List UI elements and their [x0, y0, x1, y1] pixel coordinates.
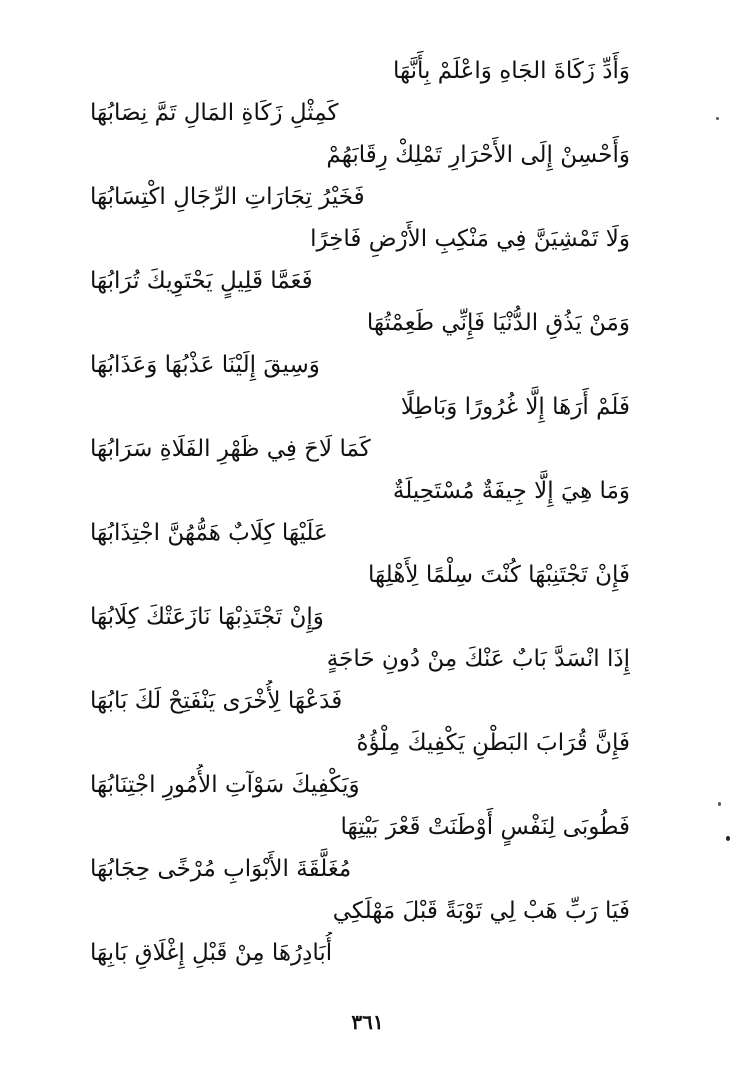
- verse-line: فَيَا رَبِّ هَبْ لِي تَوْبَةً قَبْلَ مَهْلَكِي: [332, 898, 630, 924]
- verse-line: فَطُوبَى لِنَفْسٍ أَوْطَنَتْ قَعْرَ بَيْتِهَا: [340, 814, 630, 840]
- verse-line: فَدَعْهَا لِأُخْرَى يَنْفَتِحْ لَكَ بَابُهَا: [90, 688, 343, 714]
- print-speck: [718, 802, 721, 806]
- verse-line: فَإِنْ تَجْتَنِبْهَا كُنْتَ سِلْمًا لِأَهْلِهَا: [368, 562, 630, 588]
- verse-line: فَلَمْ أَرَهَا إِلَّا غُرُورًا وَبَاطِلًا: [400, 394, 630, 420]
- verse-line: وَأَحْسِنْ إِلَى الأَحْرَارِ تَمْلِكْ رِقَابَهُمْ: [326, 142, 630, 168]
- verse-line: أُبَادِرُهَا مِنْ قَبْلِ إِغْلَاقِ بَابِهَا: [90, 940, 333, 966]
- verse-line: وَسِيقَ إِلَيْنَا عَذْبُهَا وَعَذَابُهَا: [90, 352, 320, 378]
- verse-line: كَمَا لَاحَ فِي ظَهْرِ الفَلَاةِ سَرَابُهَا: [90, 436, 371, 462]
- verse-line: مُغَلَّقَةَ الأَبْوَابِ مُرْخًى حِجَابُهَا: [90, 856, 352, 882]
- print-speck: [716, 117, 719, 120]
- verse-line: وَيَكْفِيكَ سَوْآتِ الأُمُورِ اجْتِنَابُهَا: [90, 772, 360, 798]
- verse-line: وَلَا تَمْشِيَنَّ فِي مَنْكِبِ الأَرْضِ فَاخِرًا: [310, 226, 630, 252]
- verse-line: فَخَيْرُ تِجَارَاتِ الرِّجَالِ اكْتِسَابُهَا: [90, 184, 365, 210]
- verse-line: فَإِنَّ قُرَابَ البَطْنِ يَكْفِيكَ مِلْؤُهُ: [356, 730, 630, 756]
- poem-body: [90, 50, 630, 974]
- print-speck: [726, 836, 730, 841]
- verse-line: وَمَا هِيَ إِلَّا جِيفَةٌ مُسْتَحِيلَةٌ: [392, 478, 630, 504]
- verse-line: عَلَيْهَا كِلَابٌ هَمُّهُنَّ اجْتِذَابُهَا: [90, 520, 328, 546]
- page-number: ٣٦١: [351, 1010, 384, 1034]
- verse-line: إِذَا انْسَدَّ بَابٌ عَنْكَ مِنْ دُونِ حَاجَةٍ: [326, 646, 630, 672]
- verse-line: وَمَنْ يَذُقِ الدُّنْيَا فَإِنِّي طَعِمْتُهَا: [366, 310, 630, 336]
- verse-line: كَمِثْلِ زَكَاةِ المَالِ تَمَّ نِصَابُهَا: [90, 100, 339, 126]
- verse-line: وَأَدِّ زَكَاةَ الجَاهِ وَاعْلَمْ بِأَنَّهَا: [393, 58, 630, 84]
- verse-line: فَعَمَّا قَلِيلٍ يَحْتَوِيكَ تُرَابُهَا: [90, 268, 313, 294]
- verse-line: وَإِنْ تَجْتَذِبْهَا نَازَعَتْكَ كِلَابُهَا: [90, 604, 324, 630]
